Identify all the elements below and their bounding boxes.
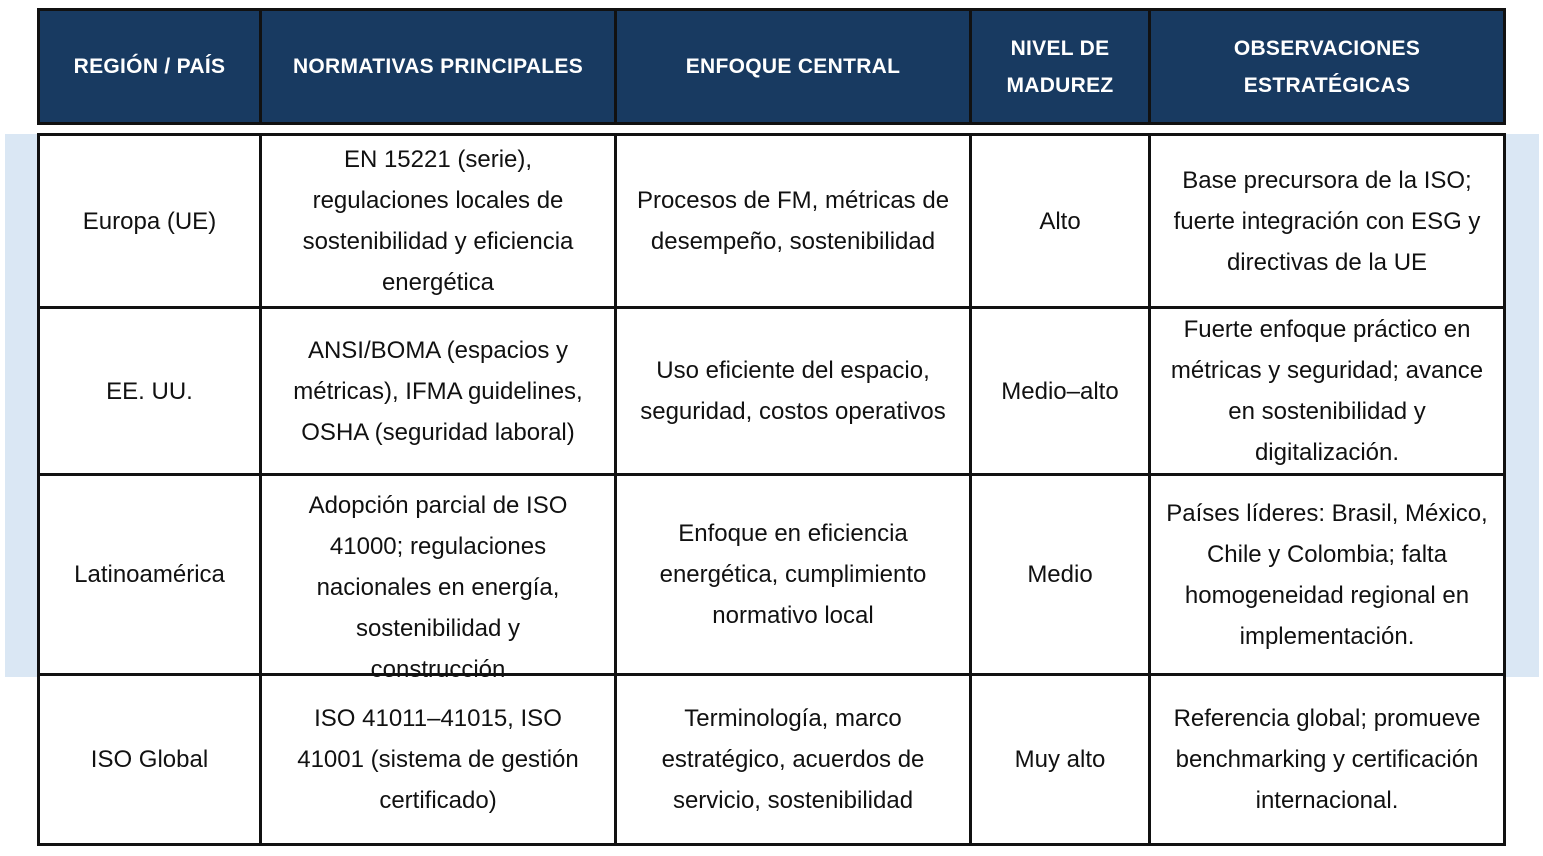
- header-row: [39, 10, 1505, 124]
- cell-normativas-text: Adopción parcial de ISO 41000; regulaciones nacionales en energía, sostenibilidad y construcción: [308, 491, 568, 683]
- cell-region: ISO Global: [39, 675, 261, 845]
- cell-normativas: ANSI/BOMA (espacios y métricas), IFMA guidelines, OSHA (seguridad laboral): [261, 308, 616, 475]
- cell-region: Latinoamérica: [39, 475, 261, 675]
- header-table: [37, 8, 1506, 125]
- cell-enfoque: Uso eficiente del espacio, seguridad, costos operativos: [616, 308, 971, 475]
- cell-observaciones: Referencia global; promueve benchmarking y certificación internacional.: [1150, 675, 1505, 845]
- table-row: [39, 475, 1505, 675]
- cell-madurez: Medio: [971, 475, 1150, 675]
- header-region: REGIÓN / PAÍS: [39, 10, 261, 124]
- table-row: [39, 135, 1505, 308]
- header-enfoque: ENFOQUE CENTRAL: [616, 10, 971, 124]
- cell-normativas: EN 15221 (serie), regulaciones locales de sostenibilidad y eficiencia energética: [261, 135, 616, 308]
- cell-region: EE. UU.: [39, 308, 261, 475]
- table-row: [39, 308, 1505, 475]
- cell-normativas: [261, 475, 616, 683]
- table-row: [39, 675, 1505, 845]
- header-normativas: NORMATIVAS PRINCIPALES: [261, 10, 616, 124]
- cell-enfoque: Enfoque en eficiencia energética, cumplimiento normativo local: [616, 475, 971, 675]
- data-table: [37, 133, 1506, 846]
- cell-madurez: Muy alto: [971, 675, 1150, 845]
- cell-normativas: ISO 41011–41015, ISO 41001 (sistema de gestión certificado): [261, 675, 616, 845]
- cell-observaciones: Países líderes: Brasil, México, Chile y Colombia; falta homogeneidad regional en implementación.: [1150, 475, 1505, 675]
- cell-observaciones: Fuerte enfoque práctico en métricas y seguridad; avance en sostenibilidad y digitalización.: [1150, 308, 1505, 475]
- cell-enfoque: Terminología, marco estratégico, acuerdos de servicio, sostenibilidad: [616, 675, 971, 845]
- cell-madurez: Medio–alto: [971, 308, 1150, 475]
- header-madurez: NIVEL DE MADUREZ: [971, 10, 1150, 124]
- header-observaciones: OBSERVACIONES ESTRATÉGICAS: [1150, 10, 1505, 124]
- cell-region: Europa (UE): [39, 135, 261, 308]
- cell-enfoque: Procesos de FM, métricas de desempeño, sostenibilidad: [616, 135, 971, 308]
- cell-observaciones: Base precursora de la ISO; fuerte integración con ESG y directivas de la UE: [1150, 135, 1505, 308]
- cell-madurez: Alto: [971, 135, 1150, 308]
